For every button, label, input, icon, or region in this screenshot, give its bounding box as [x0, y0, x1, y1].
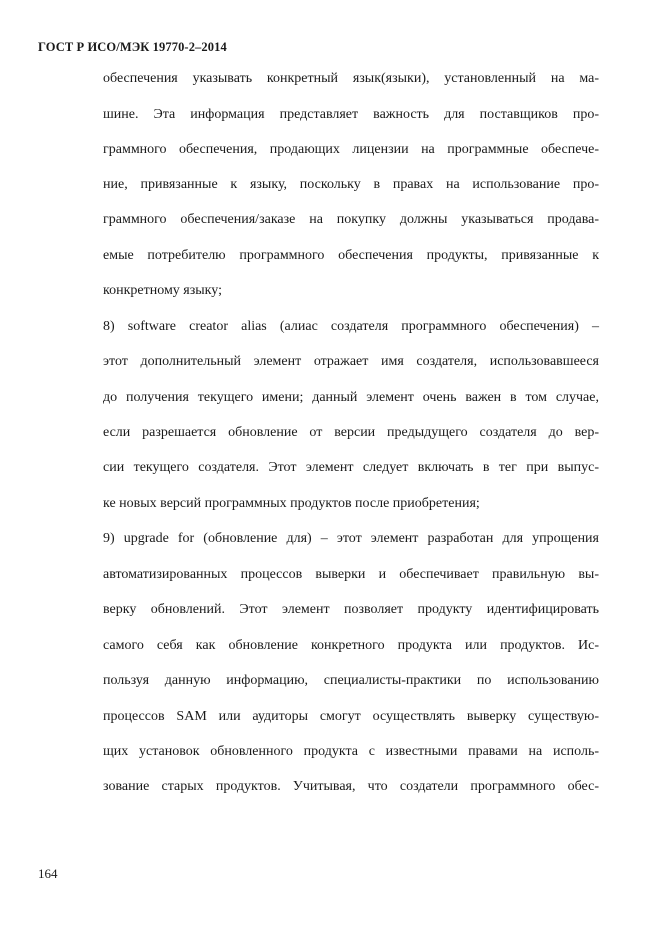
text-line: до получения текущего имени; данный элемент очень важен в том случае,: [103, 390, 599, 405]
document-header: ГОСТ Р ИСО/МЭК 19770-2–2014: [38, 40, 227, 54]
text-line: автоматизированных процессов выверки и обеспечивает правильную вы-: [103, 567, 599, 582]
text-line: обеспечения указывать конкретный язык(языки), установленный на ма-: [103, 71, 599, 86]
text-line: щих установок обновленного продукта с известными правами на исполь-: [103, 744, 599, 759]
text-line: граммного обеспечения/заказе на покупку должны указываться продава-: [103, 212, 599, 227]
text-line: зование старых продуктов. Учитывая, что создатели программного обес-: [103, 779, 599, 794]
text-line: конкретному языку;: [103, 283, 222, 298]
text-line: сии текущего создателя. Этот элемент следует включать в тег при выпус-: [103, 460, 599, 475]
text-line: шине. Эта информация представляет важность для поставщиков про-: [103, 107, 599, 122]
text-line: верку обновлений. Этот элемент позволяет продукту идентифицировать: [103, 602, 599, 617]
text-line: 8) software creator alias (алиас создателя программного обеспечения) –: [103, 319, 599, 334]
text-line: ке новых версий программных продуктов после приобретения;: [103, 496, 480, 511]
text-line: емые потребителю программного обеспечения продукты, привязанные к: [103, 248, 599, 263]
text-line: ние, привязанные к языку, поскольку в правах на использование про-: [103, 177, 599, 192]
text-line: граммного обеспечения, продающих лицензии на программные обеспече-: [103, 142, 599, 157]
text-line: если разрешается обновление от версии предыдущего создателя до вер-: [103, 425, 599, 440]
text-line: процессов SAM или аудиторы смогут осуществлять выверку существую-: [103, 709, 599, 724]
text-line: этот дополнительный элемент отражает имя создателя, использовавшееся: [103, 354, 599, 369]
page-number: 164: [38, 866, 58, 881]
text-line: пользуя данную информацию, специалисты-практики по использованию: [103, 673, 599, 688]
text-line: самого себя как обновление конкретного продукта или продуктов. Ис-: [103, 638, 599, 653]
text-line: 9) upgrade for (обновление для) – этот элемент разработан для упрощения: [103, 531, 599, 546]
